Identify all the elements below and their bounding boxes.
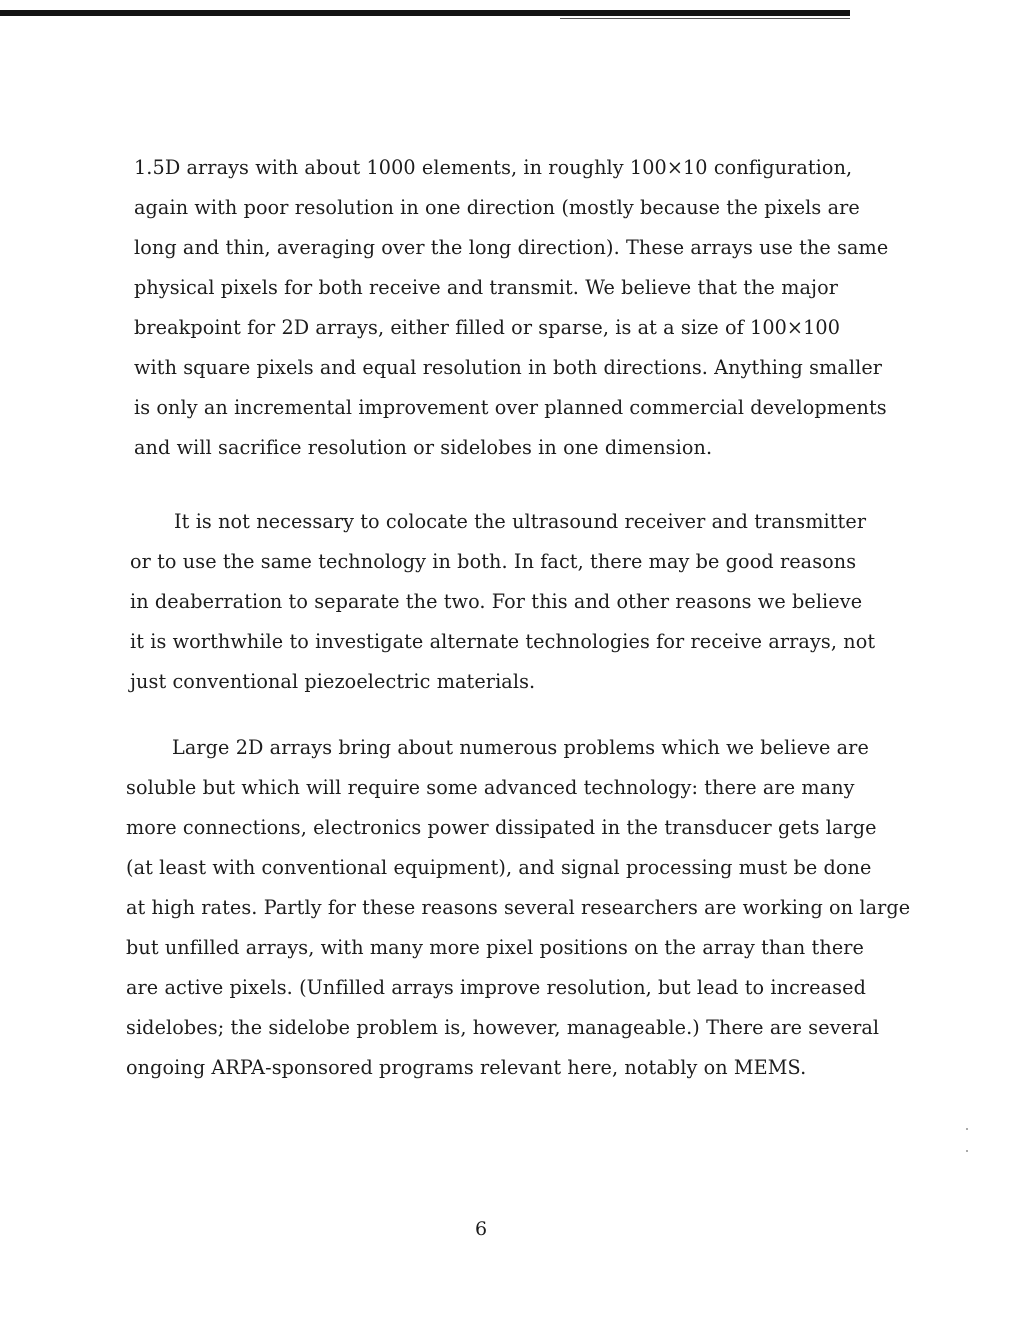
text-line: is only an incremental improvement over planned commercial developments: [134, 396, 887, 419]
paragraph-large-2d-arrays: [126, 728, 911, 1088]
top-scan-rule-thin: [560, 18, 850, 19]
text-line: or to use the same technology in both. In fact, there may be good reasons: [130, 550, 857, 573]
text-line: are active pixels. (Unfilled arrays improve resolution, but lead to increased: [126, 976, 866, 999]
text-line: soluble but which will require some advanced technology: there are many: [126, 776, 855, 799]
text-line: sidelobes; the sidelobe problem is, however, manageable.) There are several: [126, 1016, 880, 1039]
text-line: but unfilled arrays, with many more pixel positions on the array than there: [126, 936, 865, 959]
text-line: 1.5D arrays with about 1000 elements, in roughly 100×10 configuration,: [134, 156, 853, 179]
text-line: (at least with conventional equipment), and signal processing must be done: [126, 856, 872, 879]
paragraph-colocate: [130, 502, 876, 702]
text-line: It is not necessary to colocate the ultrasound receiver and transmitter: [174, 510, 867, 533]
scan-speck: [966, 1150, 968, 1152]
scan-speck: [966, 1128, 968, 1130]
text-line: again with poor resolution in one direction (mostly because the pixels are: [134, 196, 860, 219]
text-line: long and thin, averaging over the long direction). These arrays use the same: [134, 236, 889, 259]
text-line: and will sacrifice resolution or sidelobes in one dimension.: [134, 436, 713, 459]
text-line: ongoing ARPA-sponsored programs relevant here, notably on MEMS.: [126, 1056, 807, 1079]
text-line: just conventional piezoelectric materials.: [130, 670, 536, 693]
page-number: 6: [474, 1218, 488, 1240]
text-line: breakpoint for 2D arrays, either filled or sparse, is at a size of 100×100: [134, 316, 841, 339]
text-line: physical pixels for both receive and transmit. We believe that the major: [134, 276, 839, 299]
text-line: with square pixels and equal resolution in both directions. Anything smaller: [134, 356, 883, 379]
top-scan-rule: [0, 10, 850, 16]
text-line: it is worthwhile to investigate alternate technologies for receive arrays, not: [130, 630, 876, 653]
text-line: in deaberration to separate the two. For this and other reasons we believe: [130, 590, 863, 613]
text-line: more connections, electronics power dissipated in the transducer gets large: [126, 816, 877, 839]
text-line: at high rates. Partly for these reasons several researchers are working on large: [126, 896, 911, 919]
text-line: Large 2D arrays bring about numerous problems which we believe are: [172, 736, 869, 759]
paragraph-arrays-1-5d: [134, 148, 889, 468]
